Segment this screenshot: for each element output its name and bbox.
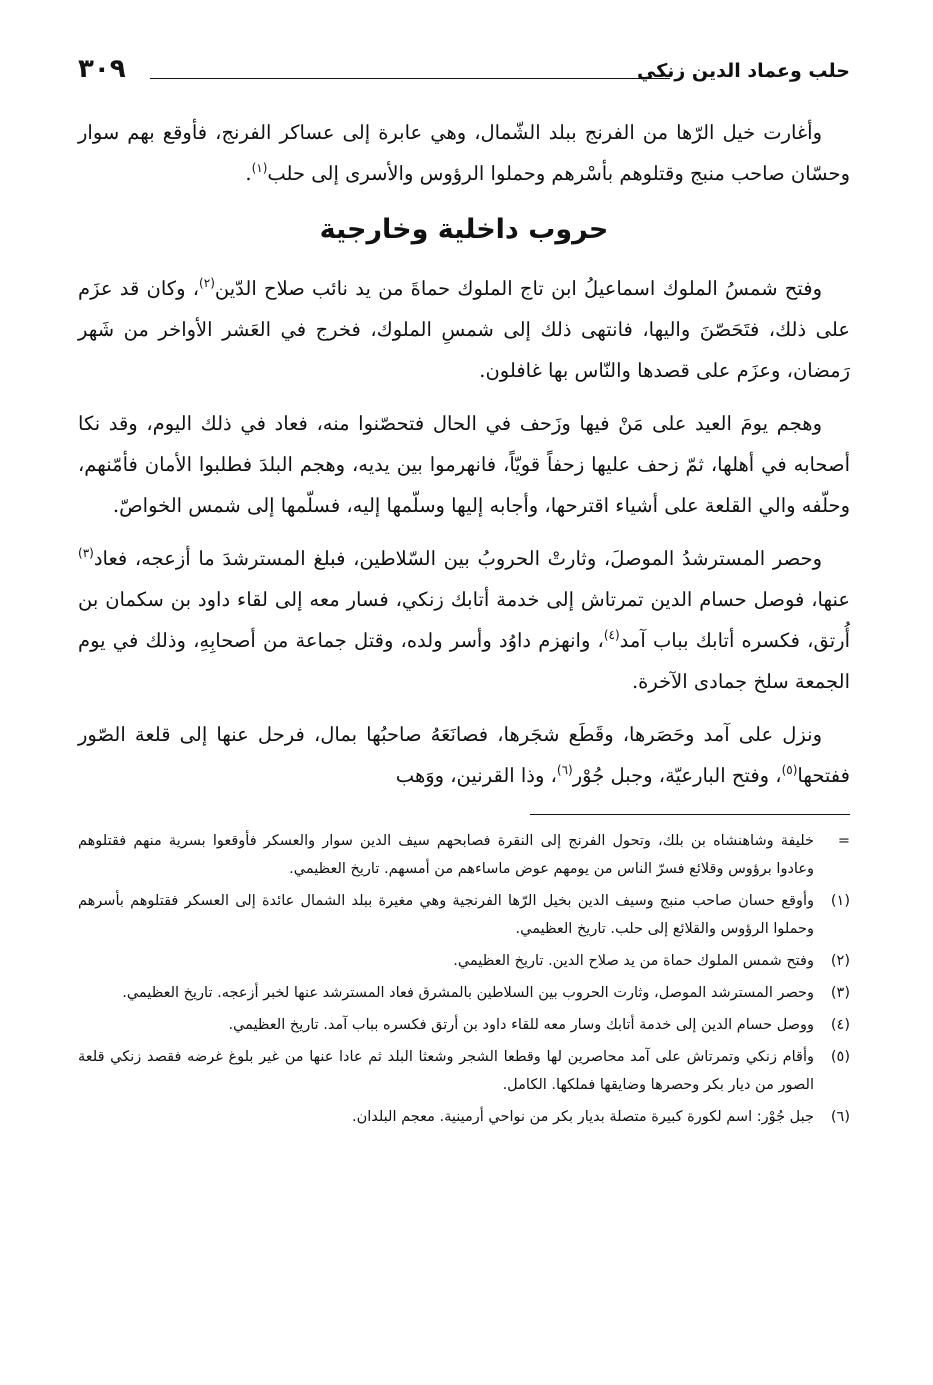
- footnote-item: [78, 887, 850, 943]
- paragraph-amid: ونزل على آمد وحَصَرها، وقَطَع شجَرها، فصانَعَهُ صاحبُها بمال، فرحل عنها إلى قلعة الصّور ففتحها$^{(٥)}$، وفتح البارعيّة، وجبل جُوْر$^{(٦)}$، وذا القرنين، ووَهب: [78, 723, 850, 787]
- footnote-text: جبل جُوْر: اسم لكورة كبيرة متصلة بديار بكر من نواحي أرمينية. معجم البلدان.: [351, 1109, 814, 1125]
- footnote-text: وأوقع حسان صاحب منبج وسيف الدين بخيل الرّها الفرنجية وهي مغيرة ببلد الشمال عائدة إلى العسكر فقتلوهم بأسرهم وحملوا الرؤوس والقلائع إلى حلب. تاريخ العظيمي.: [78, 893, 814, 937]
- footnote-text: وأقام زنكي وتمرتاش على آمد محاصرين لها وقطعا الشجر وشعثا البلد ثم عادا عنها من غير بلوغ غرضه فقصد زنكي قلعة الصور من ديار بكر وحصرها وضايقها فملكها. الكامل.: [78, 1049, 814, 1093]
- footnote-text: وفتح شمس الملوك حماة من يد صلاح الدين. تاريخ العظيمي.: [453, 953, 814, 969]
- paragraph-eid-assault: وهجم يومَ العيد على مَنْ فيها وزَحف في الحال فتحصّنوا منه، فعاد في ذلك اليوم، وقد نكا أصحابه في أهلها، ثمّ زحف عليها زحفاً قويّاً، فانهرموا بين يديه، وهجم البلدَ فطلبوا الأمان فأمّنهم، وحلّفه والي القلعة على أشياء اقترحها، وأجابه إليها وسلّمها إليه، فسلّمها إلى شمس الخواصّ.: [78, 412, 850, 517]
- footnote-marker: (٤): [830, 1017, 850, 1033]
- footnote-ref[interactable]: (٥): [781, 763, 798, 777]
- body-text: [78, 112, 850, 796]
- paragraph-raid: وأغارت خيل الرّها من الفرنج ببلد الشّمال، وهي عابرة إلى عساكر الفرنج، فأوقع بهم سوار وحسّان صاحب منبج وقتلوهم بأسْرهم وحملوا الرؤوس والأسرى إلى حلب$^{(١)}$.: [78, 121, 850, 185]
- footnote-text: وحصر المسترشد الموصل، وثارت الحروب بين السلاطين بالمشرق فعاد المسترشد عنها لخبر أزعجه. تاريخ العظيمي.: [122, 985, 814, 1001]
- section-heading: حروب داخلية وخارجية: [319, 214, 609, 245]
- running-title: حلب وعماد الدين زنكي: [636, 60, 850, 82]
- footnote-marker: (٣): [830, 985, 850, 1001]
- footnote-marker: (١): [830, 893, 850, 909]
- footnote-marker: (٦): [830, 1109, 850, 1125]
- paragraph-mosul: وحصر المسترشدُ الموصلَ، وثارتْ الحروبُ بين السّلاطين، فبلغ المسترشدَ ما أزعجه، فعاد$^{(٣)}$ عنها، فوصل حسام الدين تمرتاش إلى خدمة أتابك زنكي، فسار معه إلى لقاء داود بن سكمان بن أُرتق، فكسره أتابك بباب آمد$^{(٤)}$، وانهزم داوُد وأسر ولده، وقتل جماعة من أصحابِهِ، وذلك في يوم الجمعة سلخ جمادى الآخرة.: [78, 546, 850, 693]
- paragraph-hama: وفتح شمسُ الملوك اسماعيلُ ابن تاج الملوك حماةَ من يد نائب صلاح الدّين$^{(٢)}$، وكان قد عزَم على ذلك، فتَحَصّنَ واليها، فانتهى ذلك إلى شمسِ الملوك، فخرج في العَشر الأواخر من شَهر رَمضان، وعزَم على قصدها والنّاس بها غافلون.: [78, 276, 850, 382]
- footnote-marker: (٥): [830, 1049, 850, 1065]
- footnote-ref[interactable]: (٦): [556, 763, 573, 777]
- footnote-text: خليفة وشاهنشاه بن بلك، وتحول الفرنج إلى النقرة فصابحهم سيف الدين سوار والعسكر فأوقعوا بسرية منهم فقتلوهم وعادوا برؤوس وقلائع فسرّ الناس من يومهم عوض ماساءهم من أمسهم. تاريخ العظيمي.: [78, 833, 814, 877]
- footnote-ref[interactable]: (٢): [199, 276, 215, 290]
- footnote-item: [78, 979, 850, 1007]
- footnote-item: [78, 1043, 850, 1099]
- footnote-item: [78, 947, 850, 975]
- footnote-text: ووصل حسام الدين إلى خدمة أتابك وسار معه للقاء داود بن أرتق فكسره بباب آمد. تاريخ العظيمي.: [228, 1017, 814, 1033]
- footnote-ref[interactable]: (٣): [78, 546, 94, 560]
- book-page: [78, 48, 850, 1135]
- footnote-item: [78, 1103, 850, 1131]
- header-rule: [150, 78, 670, 79]
- running-header: [78, 48, 850, 92]
- footnote-item: [78, 827, 850, 883]
- footnote-marker: =: [837, 833, 850, 849]
- footnote-marker: (٢): [830, 953, 850, 969]
- footnote-ref[interactable]: (٤): [603, 628, 620, 642]
- footnotes: [78, 827, 850, 1131]
- footnote-ref[interactable]: (١): [251, 161, 268, 175]
- footnote-item: [78, 1011, 850, 1039]
- footnote-separator: [530, 814, 850, 815]
- page-number: ٣٠٩: [78, 54, 126, 84]
